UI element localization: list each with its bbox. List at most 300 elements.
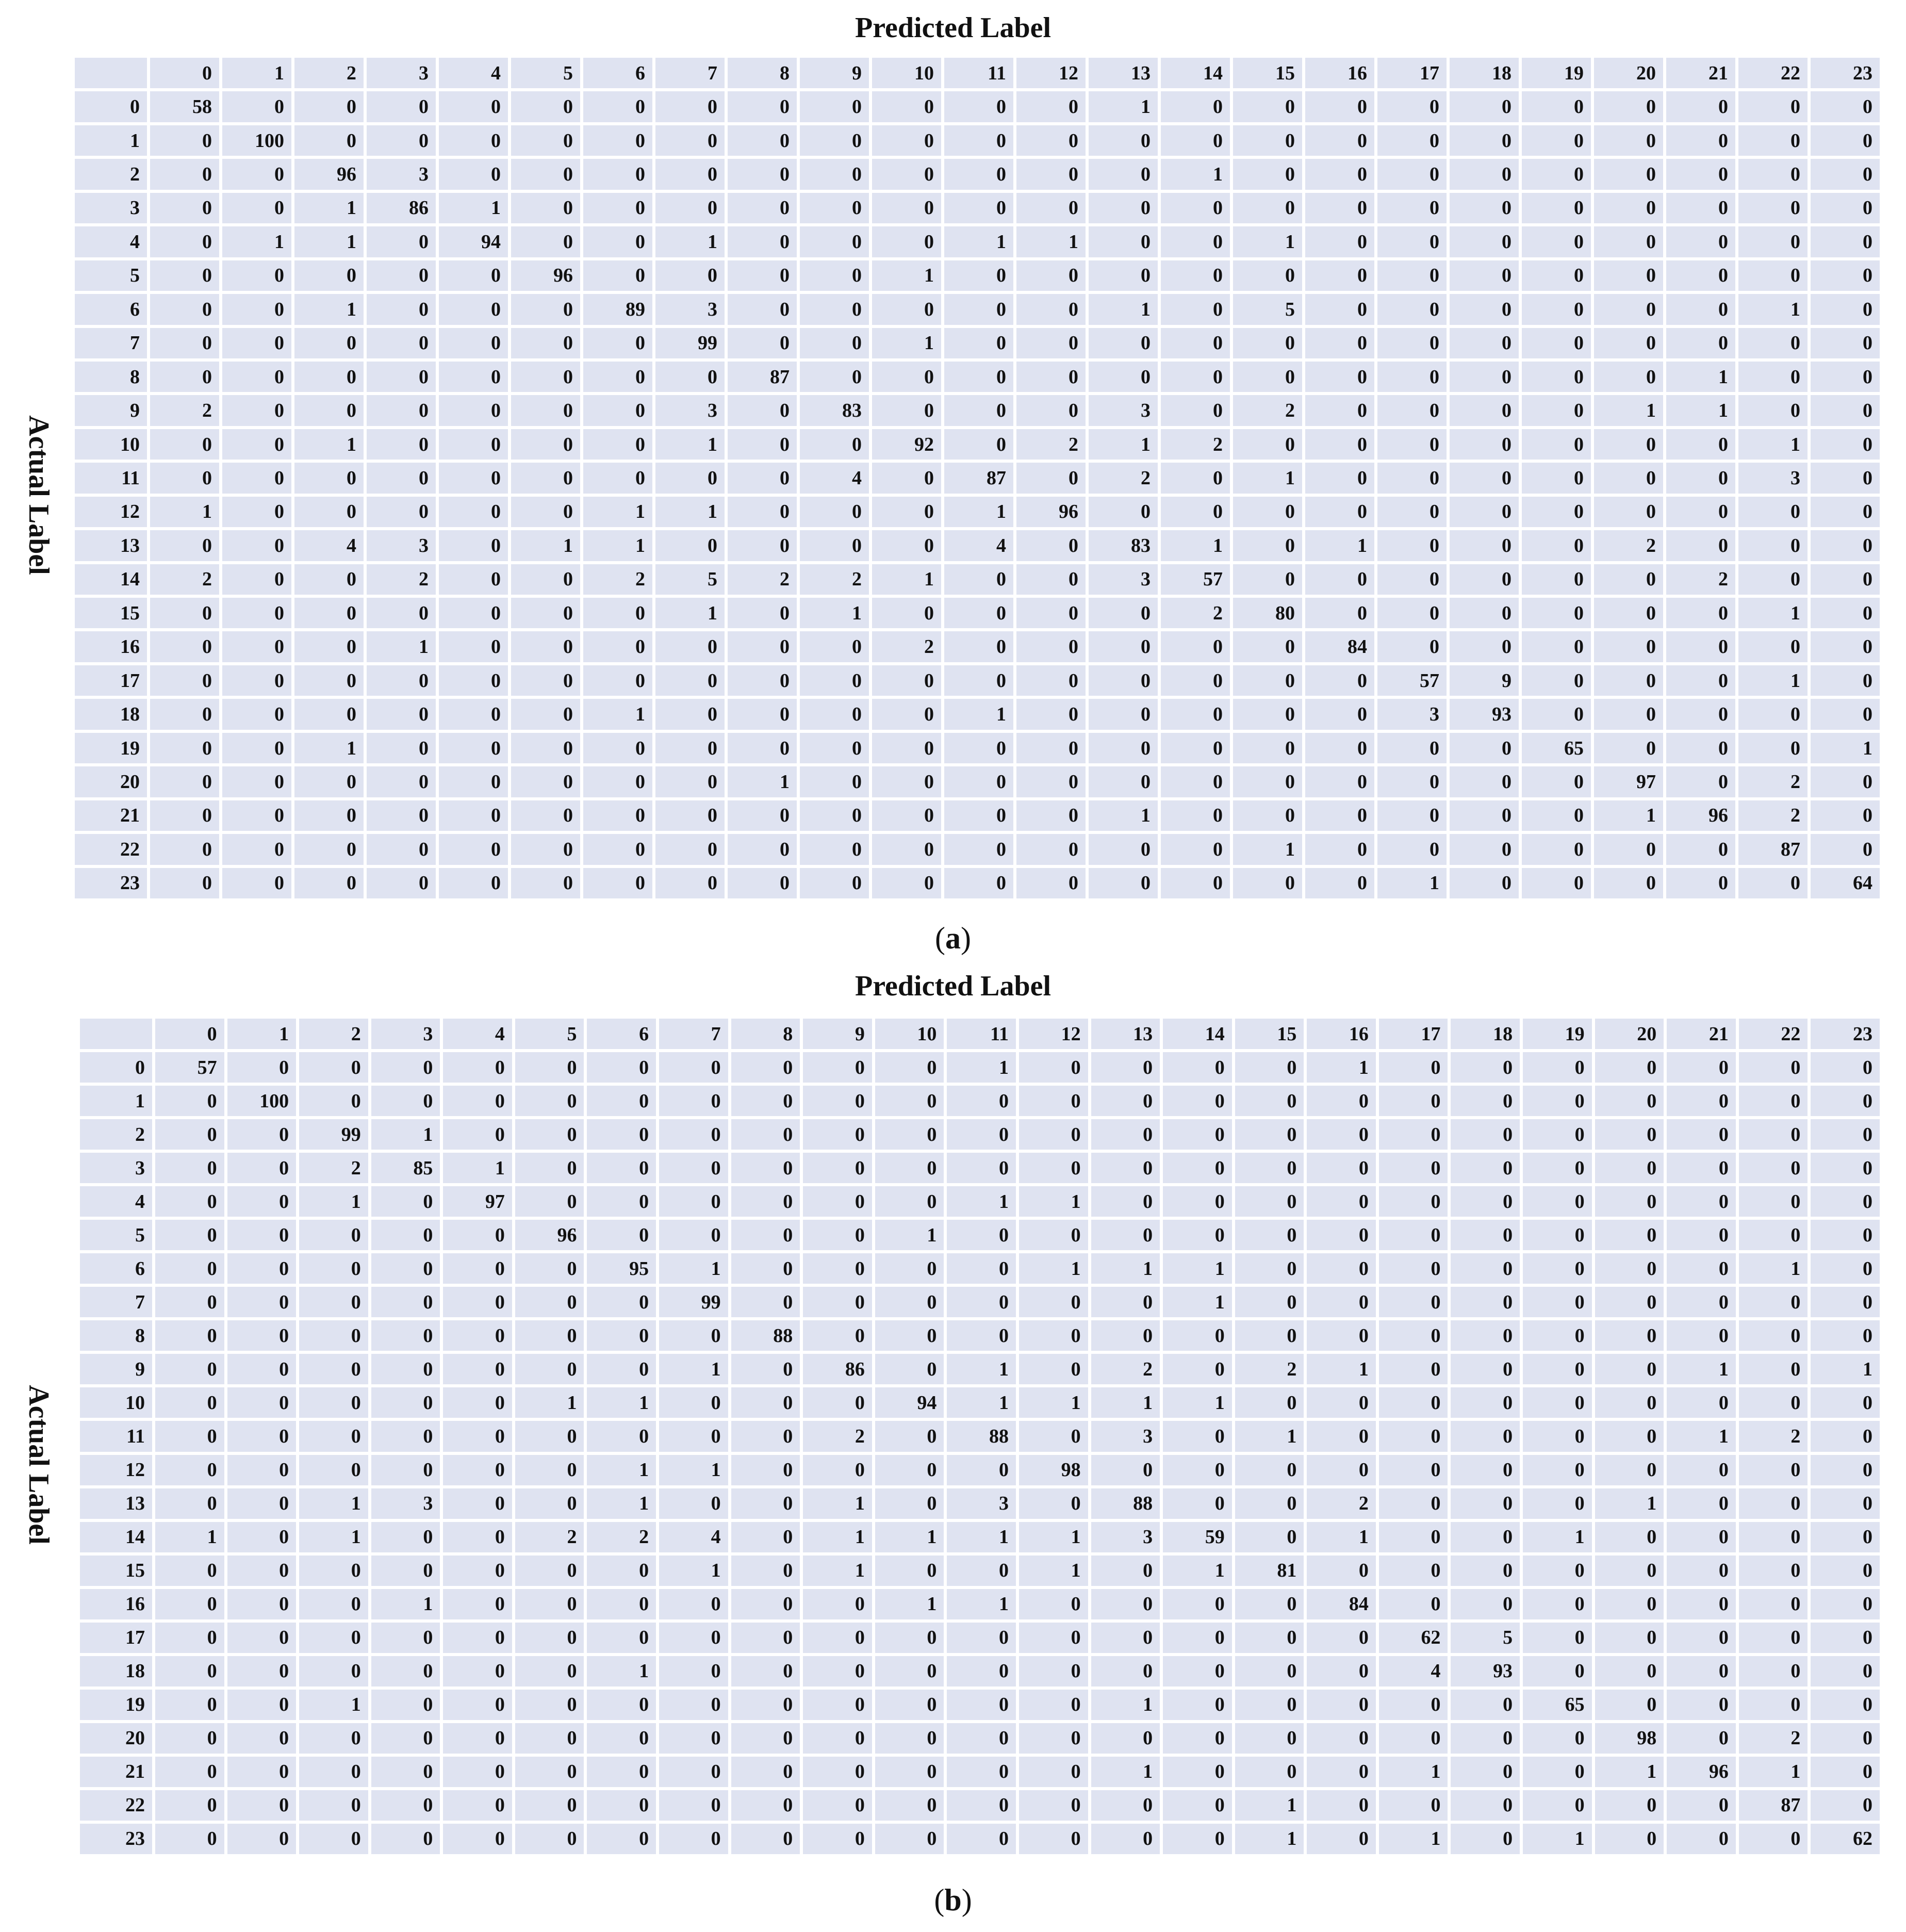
matrix-cell-b-2-12: 0 — [1019, 1119, 1088, 1150]
matrix-cell-a-14-7: 5 — [655, 564, 725, 595]
matrix-cell-a-4-14: 0 — [1161, 226, 1230, 257]
matrix-cell-b-1-4: 0 — [443, 1086, 512, 1116]
matrix-cell-a-9-2: 0 — [294, 395, 364, 425]
col-header-a-10: 10 — [872, 58, 941, 88]
matrix-cell-b-17-0: 0 — [155, 1623, 224, 1653]
matrix-cell-a-10-21: 0 — [1666, 429, 1735, 460]
matrix-cell-b-11-17: 0 — [1379, 1421, 1448, 1451]
matrix-cell-a-5-22: 0 — [1738, 260, 1808, 291]
col-header-b-23: 23 — [1811, 1019, 1880, 1049]
matrix-cell-a-1-1: 100 — [222, 125, 291, 156]
matrix-cell-b-2-17: 0 — [1379, 1119, 1448, 1150]
matrix-cell-b-3-4: 1 — [443, 1153, 512, 1183]
matrix-cell-b-13-6: 1 — [587, 1488, 656, 1519]
confusion-matrix-a — [75, 58, 1880, 898]
matrix-cell-a-2-12: 0 — [1016, 159, 1086, 189]
matrix-cell-b-6-0: 0 — [155, 1253, 224, 1284]
col-header-b-5: 5 — [515, 1019, 584, 1049]
matrix-cell-b-16-17: 0 — [1379, 1589, 1448, 1619]
matrix-cell-a-15-3: 0 — [367, 598, 436, 628]
matrix-cell-b-22-22: 87 — [1739, 1790, 1808, 1821]
matrix-cell-a-6-10: 0 — [872, 294, 941, 324]
matrix-cell-b-1-7: 0 — [659, 1086, 728, 1116]
matrix-cell-a-22-1: 0 — [222, 834, 291, 864]
col-header-b-7: 7 — [659, 1019, 728, 1049]
matrix-cell-a-13-22: 0 — [1738, 530, 1808, 561]
matrix-cell-a-9-9: 83 — [800, 395, 869, 425]
row-header-a-6: 6 — [75, 294, 147, 324]
matrix-cell-a-3-19: 0 — [1522, 193, 1591, 223]
matrix-cell-a-11-23: 0 — [1811, 463, 1880, 493]
matrix-cell-a-1-5: 0 — [511, 125, 580, 156]
col-header-a-8: 8 — [728, 58, 797, 88]
row-header-b-15: 15 — [80, 1556, 152, 1586]
matrix-cell-a-2-22: 0 — [1738, 159, 1808, 189]
matrix-cell-b-19-18: 0 — [1451, 1690, 1520, 1720]
matrix-cell-b-14-17: 0 — [1379, 1522, 1448, 1552]
matrix-cell-b-0-17: 0 — [1379, 1052, 1448, 1083]
matrix-cell-a-17-14: 0 — [1161, 665, 1230, 696]
matrix-cell-b-18-22: 0 — [1739, 1656, 1808, 1687]
matrix-cell-a-20-13: 0 — [1089, 766, 1158, 797]
matrix-cell-a-14-15: 0 — [1233, 564, 1302, 595]
matrix-cell-b-5-11: 0 — [947, 1220, 1016, 1250]
matrix-cell-a-23-11: 0 — [944, 868, 1013, 898]
matrix-cell-b-9-7: 1 — [659, 1354, 728, 1384]
matrix-cell-a-20-10: 0 — [872, 766, 941, 797]
matrix-cell-a-3-16: 0 — [1305, 193, 1374, 223]
matrix-cell-b-10-20: 0 — [1595, 1387, 1664, 1418]
matrix-cell-b-12-2: 0 — [299, 1455, 368, 1485]
matrix-cell-b-22-13: 0 — [1091, 1790, 1160, 1821]
matrix-cell-b-14-6: 2 — [587, 1522, 656, 1552]
matrix-cell-b-11-11: 88 — [947, 1421, 1016, 1451]
matrix-cell-b-19-13: 1 — [1091, 1690, 1160, 1720]
matrix-cell-b-11-3: 0 — [371, 1421, 440, 1451]
matrix-cell-b-5-20: 0 — [1595, 1220, 1664, 1250]
matrix-cell-b-23-9: 0 — [803, 1824, 872, 1854]
matrix-cell-b-6-7: 1 — [659, 1253, 728, 1284]
col-header-a-12: 12 — [1016, 58, 1086, 88]
matrix-cell-b-9-0: 0 — [155, 1354, 224, 1384]
row-header-b-1: 1 — [80, 1086, 152, 1116]
matrix-cell-a-5-23: 0 — [1811, 260, 1880, 291]
matrix-cell-a-0-14: 0 — [1161, 91, 1230, 122]
matrix-cell-b-9-22: 0 — [1739, 1354, 1808, 1384]
matrix-cell-a-2-16: 0 — [1305, 159, 1374, 189]
matrix-cell-a-15-20: 0 — [1594, 598, 1663, 628]
matrix-cell-a-13-11: 4 — [944, 530, 1013, 561]
matrix-cell-b-21-10: 0 — [875, 1757, 944, 1787]
matrix-cell-a-20-21: 0 — [1666, 766, 1735, 797]
matrix-cell-b-21-23: 0 — [1811, 1757, 1880, 1787]
matrix-cell-a-21-20: 1 — [1594, 800, 1663, 831]
matrix-cell-b-18-18: 93 — [1451, 1656, 1520, 1687]
caption-a: (a) — [935, 921, 971, 955]
matrix-cell-a-14-20: 0 — [1594, 564, 1663, 595]
matrix-cell-a-16-12: 0 — [1016, 631, 1086, 662]
matrix-cell-a-7-13: 0 — [1089, 328, 1158, 358]
matrix-cell-b-8-3: 0 — [371, 1320, 440, 1351]
matrix-cell-a-16-8: 0 — [728, 631, 797, 662]
matrix-cell-b-8-13: 0 — [1091, 1320, 1160, 1351]
matrix-cell-a-23-7: 0 — [655, 868, 725, 898]
matrix-cell-a-21-21: 96 — [1666, 800, 1735, 831]
row-header-a-21: 21 — [75, 800, 147, 831]
matrix-cell-b-15-10: 0 — [875, 1556, 944, 1586]
matrix-cell-b-13-22: 0 — [1739, 1488, 1808, 1519]
matrix-cell-b-18-17: 4 — [1379, 1656, 1448, 1687]
col-header-a-23: 23 — [1811, 58, 1880, 88]
matrix-cell-a-10-20: 0 — [1594, 429, 1663, 460]
matrix-cell-a-1-11: 0 — [944, 125, 1013, 156]
matrix-cell-b-17-8: 0 — [731, 1623, 800, 1653]
matrix-cell-b-2-14: 0 — [1163, 1119, 1232, 1150]
matrix-cell-b-18-21: 0 — [1667, 1656, 1736, 1687]
matrix-cell-b-9-3: 0 — [371, 1354, 440, 1384]
col-header-b-8: 8 — [731, 1019, 800, 1049]
row-header-a-22: 22 — [75, 834, 147, 864]
matrix-cell-b-17-18: 5 — [1451, 1623, 1520, 1653]
matrix-cell-a-16-19: 0 — [1522, 631, 1591, 662]
matrix-cell-a-15-8: 0 — [728, 598, 797, 628]
matrix-cell-a-10-23: 0 — [1811, 429, 1880, 460]
matrix-cell-b-17-16: 0 — [1307, 1623, 1376, 1653]
matrix-cell-a-1-21: 0 — [1666, 125, 1735, 156]
matrix-cell-b-6-13: 1 — [1091, 1253, 1160, 1284]
matrix-cell-b-8-12: 0 — [1019, 1320, 1088, 1351]
matrix-cell-b-1-20: 0 — [1595, 1086, 1664, 1116]
matrix-cell-a-18-12: 0 — [1016, 699, 1086, 729]
matrix-cell-a-7-11: 0 — [944, 328, 1013, 358]
matrix-cell-b-2-20: 0 — [1595, 1119, 1664, 1150]
matrix-cell-b-13-23: 0 — [1811, 1488, 1880, 1519]
matrix-cell-a-7-7: 99 — [655, 328, 725, 358]
matrix-cell-b-10-23: 0 — [1811, 1387, 1880, 1418]
matrix-cell-b-2-23: 0 — [1811, 1119, 1880, 1150]
matrix-cell-b-9-16: 1 — [1307, 1354, 1376, 1384]
matrix-cell-b-13-13: 88 — [1091, 1488, 1160, 1519]
matrix-cell-a-13-23: 0 — [1811, 530, 1880, 561]
col-header-a-1: 1 — [222, 58, 291, 88]
matrix-cell-b-23-1: 0 — [227, 1824, 297, 1854]
matrix-cell-a-3-22: 0 — [1738, 193, 1808, 223]
row-header-b-23: 23 — [80, 1824, 152, 1854]
matrix-cell-b-8-19: 0 — [1523, 1320, 1592, 1351]
matrix-cell-b-20-19: 0 — [1523, 1723, 1592, 1754]
matrix-cell-a-2-13: 0 — [1089, 159, 1158, 189]
matrix-cell-b-1-8: 0 — [731, 1086, 800, 1116]
matrix-cell-b-5-12: 0 — [1019, 1220, 1088, 1250]
matrix-cell-a-5-16: 0 — [1305, 260, 1374, 291]
matrix-cell-a-5-18: 0 — [1450, 260, 1519, 291]
matrix-cell-b-2-21: 0 — [1667, 1119, 1736, 1150]
matrix-cell-a-21-4: 0 — [439, 800, 508, 831]
matrix-cell-a-7-0: 0 — [150, 328, 219, 358]
matrix-cell-b-7-8: 0 — [731, 1287, 800, 1317]
matrix-cell-a-17-17: 57 — [1377, 665, 1447, 696]
matrix-cell-b-5-14: 0 — [1163, 1220, 1232, 1250]
matrix-cell-b-18-12: 0 — [1019, 1656, 1088, 1687]
matrix-cell-b-20-0: 0 — [155, 1723, 224, 1754]
matrix-cell-a-9-6: 0 — [583, 395, 652, 425]
matrix-cell-b-13-12: 0 — [1019, 1488, 1088, 1519]
matrix-cell-b-13-21: 0 — [1667, 1488, 1736, 1519]
matrix-cell-b-16-19: 0 — [1523, 1589, 1592, 1619]
matrix-cell-b-3-13: 0 — [1091, 1153, 1160, 1183]
matrix-cell-a-22-17: 0 — [1377, 834, 1447, 864]
row-header-a-5: 5 — [75, 260, 147, 291]
row-header-b-22: 22 — [80, 1790, 152, 1821]
matrix-cell-b-17-4: 0 — [443, 1623, 512, 1653]
matrix-cell-a-15-6: 0 — [583, 598, 652, 628]
matrix-cell-b-4-15: 0 — [1235, 1186, 1304, 1217]
matrix-cell-a-17-21: 0 — [1666, 665, 1735, 696]
matrix-cell-a-21-8: 0 — [728, 800, 797, 831]
matrix-cell-a-23-15: 0 — [1233, 868, 1302, 898]
col-header-b-17: 17 — [1379, 1019, 1448, 1049]
matrix-cell-a-10-8: 0 — [728, 429, 797, 460]
matrix-cell-b-8-16: 0 — [1307, 1320, 1376, 1351]
matrix-cell-b-23-4: 0 — [443, 1824, 512, 1854]
matrix-cell-a-4-22: 0 — [1738, 226, 1808, 257]
matrix-cell-b-21-12: 0 — [1019, 1757, 1088, 1787]
matrix-cell-a-16-17: 0 — [1377, 631, 1447, 662]
matrix-cell-a-4-0: 0 — [150, 226, 219, 257]
matrix-cell-a-3-13: 0 — [1089, 193, 1158, 223]
matrix-cell-a-3-7: 0 — [655, 193, 725, 223]
matrix-cell-a-19-0: 0 — [150, 733, 219, 763]
matrix-cell-b-4-0: 0 — [155, 1186, 224, 1217]
matrix-cell-a-15-21: 0 — [1666, 598, 1735, 628]
matrix-cell-b-18-23: 0 — [1811, 1656, 1880, 1687]
matrix-cell-a-16-11: 0 — [944, 631, 1013, 662]
matrix-cell-b-2-15: 0 — [1235, 1119, 1304, 1150]
matrix-cell-a-14-22: 0 — [1738, 564, 1808, 595]
matrix-cell-a-10-14: 2 — [1161, 429, 1230, 460]
matrix-cell-a-12-6: 1 — [583, 497, 652, 527]
col-header-b-15: 15 — [1235, 1019, 1304, 1049]
matrix-cell-b-3-14: 0 — [1163, 1153, 1232, 1183]
matrix-cell-a-19-18: 0 — [1450, 733, 1519, 763]
matrix-cell-a-8-22: 0 — [1738, 362, 1808, 392]
matrix-cell-b-1-15: 0 — [1235, 1086, 1304, 1116]
matrix-cell-b-14-12: 1 — [1019, 1522, 1088, 1552]
matrix-cell-a-13-13: 83 — [1089, 530, 1158, 561]
matrix-cell-b-13-17: 0 — [1379, 1488, 1448, 1519]
matrix-cell-a-14-1: 0 — [222, 564, 291, 595]
matrix-cell-a-1-22: 0 — [1738, 125, 1808, 156]
matrix-cell-a-2-23: 0 — [1811, 159, 1880, 189]
matrix-cell-a-4-1: 1 — [222, 226, 291, 257]
matrix-cell-b-1-12: 0 — [1019, 1086, 1088, 1116]
matrix-cell-b-7-2: 0 — [299, 1287, 368, 1317]
matrix-cell-a-8-1: 0 — [222, 362, 291, 392]
matrix-cell-b-14-10: 1 — [875, 1522, 944, 1552]
matrix-cell-a-16-16: 84 — [1305, 631, 1374, 662]
matrix-cell-a-16-15: 0 — [1233, 631, 1302, 662]
matrix-cell-a-4-17: 0 — [1377, 226, 1447, 257]
matrix-cell-a-9-0: 2 — [150, 395, 219, 425]
matrix-cell-b-22-9: 0 — [803, 1790, 872, 1821]
matrix-cell-b-17-20: 0 — [1595, 1623, 1664, 1653]
matrix-cell-b-14-23: 0 — [1811, 1522, 1880, 1552]
matrix-cell-a-21-9: 0 — [800, 800, 869, 831]
matrix-cell-a-7-9: 0 — [800, 328, 869, 358]
matrix-cell-a-10-10: 92 — [872, 429, 941, 460]
matrix-cell-b-6-15: 0 — [1235, 1253, 1304, 1284]
matrix-cell-a-9-23: 0 — [1811, 395, 1880, 425]
matrix-cell-b-6-10: 0 — [875, 1253, 944, 1284]
matrix-cell-a-18-0: 0 — [150, 699, 219, 729]
matrix-cell-b-4-5: 0 — [515, 1186, 584, 1217]
matrix-cell-a-8-14: 0 — [1161, 362, 1230, 392]
matrix-cell-a-0-10: 0 — [872, 91, 941, 122]
row-header-b-20: 20 — [80, 1723, 152, 1754]
matrix-cell-b-23-5: 0 — [515, 1824, 584, 1854]
matrix-cell-a-20-0: 0 — [150, 766, 219, 797]
matrix-cell-a-11-13: 2 — [1089, 463, 1158, 493]
matrix-cell-b-6-17: 0 — [1379, 1253, 1448, 1284]
matrix-cell-a-21-19: 0 — [1522, 800, 1591, 831]
matrix-cell-a-16-20: 0 — [1594, 631, 1663, 662]
matrix-cell-a-4-18: 0 — [1450, 226, 1519, 257]
predicted-label-title-b: Predicted Label — [855, 970, 1051, 1002]
matrix-cell-a-20-8: 1 — [728, 766, 797, 797]
matrix-cell-b-13-2: 1 — [299, 1488, 368, 1519]
matrix-cell-b-9-6: 0 — [587, 1354, 656, 1384]
matrix-cell-a-16-7: 0 — [655, 631, 725, 662]
matrix-cell-a-12-22: 0 — [1738, 497, 1808, 527]
matrix-cell-a-11-9: 4 — [800, 463, 869, 493]
matrix-cell-a-18-13: 0 — [1089, 699, 1158, 729]
matrix-cell-b-16-9: 0 — [803, 1589, 872, 1619]
matrix-cell-b-0-1: 0 — [227, 1052, 297, 1083]
matrix-cell-a-21-14: 0 — [1161, 800, 1230, 831]
matrix-cell-b-6-4: 0 — [443, 1253, 512, 1284]
matrix-cell-b-7-11: 0 — [947, 1287, 1016, 1317]
matrix-cell-b-10-2: 0 — [299, 1387, 368, 1418]
matrix-cell-b-16-21: 0 — [1667, 1589, 1736, 1619]
matrix-cell-b-9-14: 0 — [1163, 1354, 1232, 1384]
matrix-cell-b-5-1: 0 — [227, 1220, 297, 1250]
matrix-cell-a-6-6: 89 — [583, 294, 652, 324]
matrix-cell-b-16-16: 84 — [1307, 1589, 1376, 1619]
matrix-cell-a-1-14: 0 — [1161, 125, 1230, 156]
matrix-cell-a-5-9: 0 — [800, 260, 869, 291]
matrix-cell-a-2-14: 1 — [1161, 159, 1230, 189]
matrix-cell-a-2-7: 0 — [655, 159, 725, 189]
matrix-cell-b-14-3: 0 — [371, 1522, 440, 1552]
row-header-b-11: 11 — [80, 1421, 152, 1451]
matrix-cell-b-5-17: 0 — [1379, 1220, 1448, 1250]
matrix-cell-b-15-17: 0 — [1379, 1556, 1448, 1586]
matrix-cell-b-12-14: 0 — [1163, 1455, 1232, 1485]
matrix-cell-a-0-17: 0 — [1377, 91, 1447, 122]
matrix-cell-a-9-11: 0 — [944, 395, 1013, 425]
row-header-b-10: 10 — [80, 1387, 152, 1418]
matrix-cell-a-10-1: 0 — [222, 429, 291, 460]
matrix-cell-a-11-19: 0 — [1522, 463, 1591, 493]
matrix-cell-a-5-14: 0 — [1161, 260, 1230, 291]
matrix-cell-b-15-18: 0 — [1451, 1556, 1520, 1586]
matrix-cell-a-19-13: 0 — [1089, 733, 1158, 763]
matrix-cell-a-16-14: 0 — [1161, 631, 1230, 662]
matrix-cell-b-22-14: 0 — [1163, 1790, 1232, 1821]
matrix-cell-a-10-19: 0 — [1522, 429, 1591, 460]
matrix-cell-a-4-5: 0 — [511, 226, 580, 257]
matrix-cell-b-5-2: 0 — [299, 1220, 368, 1250]
row-header-a-8: 8 — [75, 362, 147, 392]
matrix-cell-b-10-4: 0 — [443, 1387, 512, 1418]
matrix-cell-a-21-16: 0 — [1305, 800, 1374, 831]
matrix-cell-a-2-0: 0 — [150, 159, 219, 189]
matrix-cell-b-0-0: 57 — [155, 1052, 224, 1083]
matrix-cell-a-4-2: 1 — [294, 226, 364, 257]
matrix-cell-a-11-0: 0 — [150, 463, 219, 493]
matrix-cell-a-9-4: 0 — [439, 395, 508, 425]
confusion-matrix-b — [80, 1019, 1880, 1854]
matrix-cell-a-4-6: 0 — [583, 226, 652, 257]
matrix-cell-a-20-16: 0 — [1305, 766, 1374, 797]
col-header-a-21: 21 — [1666, 58, 1735, 88]
matrix-cell-b-12-16: 0 — [1307, 1455, 1376, 1485]
matrix-cell-a-19-1: 0 — [222, 733, 291, 763]
matrix-cell-b-4-4: 97 — [443, 1186, 512, 1217]
matrix-cell-a-1-4: 0 — [439, 125, 508, 156]
matrix-cell-b-18-9: 0 — [803, 1656, 872, 1687]
matrix-cell-a-1-0: 0 — [150, 125, 219, 156]
matrix-cell-a-13-8: 0 — [728, 530, 797, 561]
matrix-cell-b-0-21: 0 — [1667, 1052, 1736, 1083]
matrix-cell-a-4-11: 1 — [944, 226, 1013, 257]
matrix-cell-b-20-16: 0 — [1307, 1723, 1376, 1754]
matrix-cell-a-11-10: 0 — [872, 463, 941, 493]
matrix-cell-b-10-1: 0 — [227, 1387, 297, 1418]
row-header-b-12: 12 — [80, 1455, 152, 1485]
matrix-cell-a-22-18: 0 — [1450, 834, 1519, 864]
matrix-cell-a-21-0: 0 — [150, 800, 219, 831]
matrix-cell-a-9-19: 0 — [1522, 395, 1591, 425]
corner-cell-a — [75, 58, 147, 88]
matrix-cell-a-2-18: 0 — [1450, 159, 1519, 189]
matrix-cell-b-10-8: 0 — [731, 1387, 800, 1418]
matrix-cell-a-11-7: 0 — [655, 463, 725, 493]
matrix-cell-b-18-0: 0 — [155, 1656, 224, 1687]
matrix-cell-a-18-10: 0 — [872, 699, 941, 729]
matrix-cell-a-5-5: 96 — [511, 260, 580, 291]
matrix-cell-a-12-5: 0 — [511, 497, 580, 527]
row-header-b-2: 2 — [80, 1119, 152, 1150]
matrix-cell-b-4-16: 0 — [1307, 1186, 1376, 1217]
matrix-cell-b-9-21: 1 — [1667, 1354, 1736, 1384]
matrix-cell-b-7-0: 0 — [155, 1287, 224, 1317]
matrix-cell-a-2-20: 0 — [1594, 159, 1663, 189]
matrix-cell-a-16-9: 0 — [800, 631, 869, 662]
matrix-cell-a-10-0: 0 — [150, 429, 219, 460]
col-header-a-2: 2 — [294, 58, 364, 88]
matrix-cell-a-11-11: 87 — [944, 463, 1013, 493]
col-header-b-9: 9 — [803, 1019, 872, 1049]
matrix-cell-a-0-4: 0 — [439, 91, 508, 122]
matrix-cell-a-0-15: 0 — [1233, 91, 1302, 122]
matrix-cell-a-22-4: 0 — [439, 834, 508, 864]
matrix-cell-a-18-21: 0 — [1666, 699, 1735, 729]
matrix-cell-a-10-15: 0 — [1233, 429, 1302, 460]
matrix-cell-a-18-8: 0 — [728, 699, 797, 729]
matrix-cell-b-20-11: 0 — [947, 1723, 1016, 1754]
matrix-cell-a-23-16: 0 — [1305, 868, 1374, 898]
